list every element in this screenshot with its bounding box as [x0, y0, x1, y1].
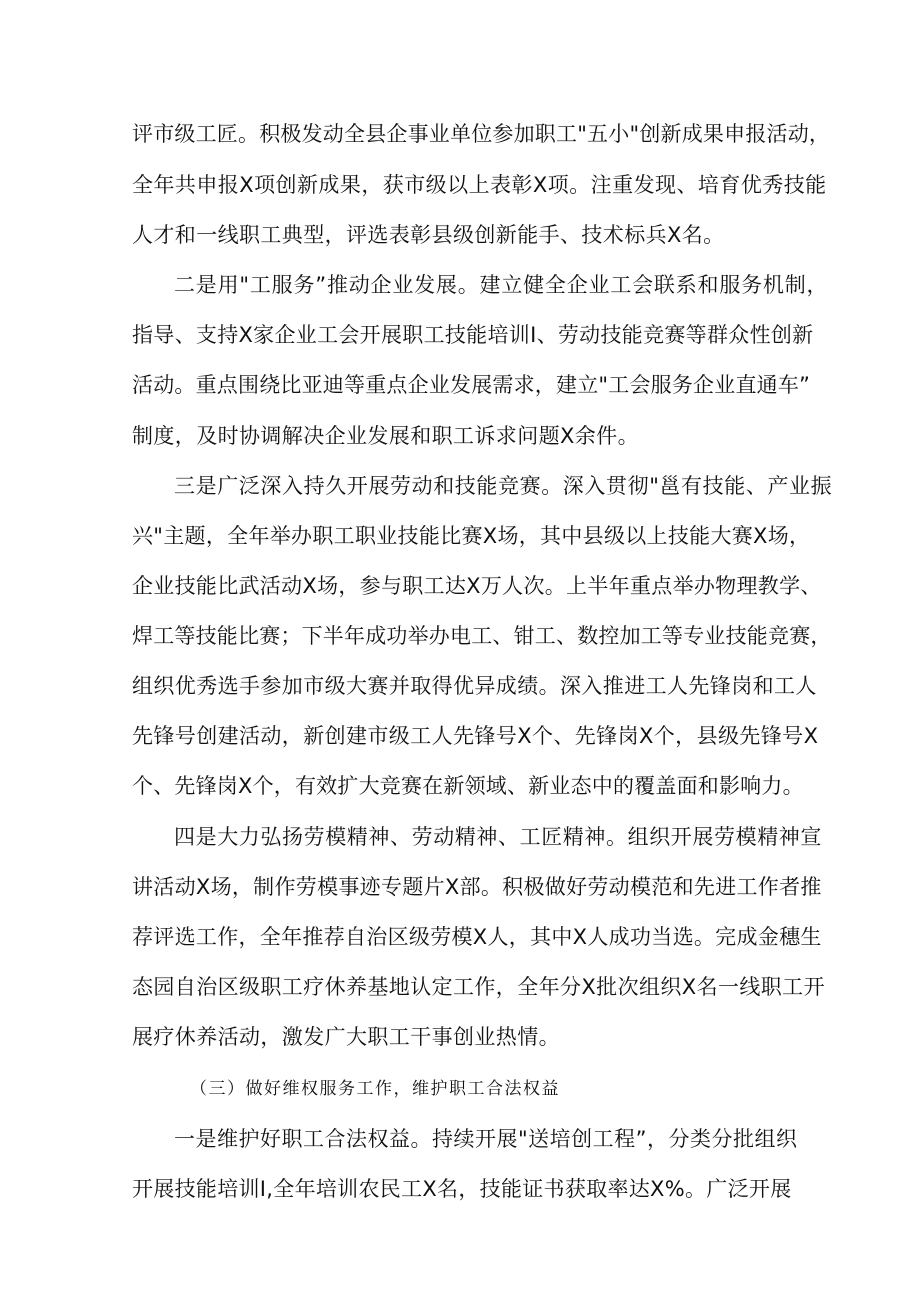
- paragraph-3-line-3: 企业技能比武活动X场，参与职工达X万人次。上半年重点举办物理教学、: [132, 574, 822, 598]
- paragraph-1-line-3: 人才和一线职工典型，评选表彰县级创新能手、技术标兵X名。: [132, 223, 725, 247]
- paragraph-2-line-3: 活动。重点围绕比亚迪等重点企业发展需求，建立"工会服务企业直通车”: [132, 373, 811, 397]
- paragraph-1-line-2: 全年共申报X项创新成果，获市级以上表彰X项。注重发现、培育优秀技能: [132, 173, 827, 197]
- paragraph-3-line-4: 焊工等技能比赛；下半年成功举办电工、钳工、数控加工等专业技能竞赛，: [132, 624, 832, 648]
- paragraph-1-line-1: 评市级工匠。积极发动全县企事业单位参加职工"五小"创新成果申报活动，: [132, 122, 831, 146]
- paragraph-2-line-1: 二是用"工服务”推动企业发展。建立健全企业工会联系和服务机制，: [174, 273, 829, 297]
- section-heading: （三）做好维权服务工作，维护职工合法权益: [190, 1079, 560, 1099]
- paragraph-3-line-2: 兴"主题，全年举办职工职业技能比赛X场，其中县级以上技能大赛X场，: [132, 524, 811, 548]
- paragraph-2-line-4: 制度，及时协调解决企业发展和职工诉求问题X余件。: [132, 424, 639, 448]
- paragraph-3-line-7: 个、先锋岗X个，有效扩大竞赛在新领域、新业态中的覆盖面和影响力。: [132, 774, 804, 798]
- paragraph-2-line-2: 指导、支持X家企业工会开展职工技能培训I、劳动技能竞赛等群众性创新: [132, 323, 814, 347]
- paragraph-4-line-5: 展疗休养活动，激发广大职工干事创业热情。: [132, 1025, 560, 1049]
- paragraph-3-line-5: 组织优秀选手参加市级大赛并取得优异成绩。深入推进工人先锋岗和工人: [132, 674, 817, 698]
- paragraph-4-line-4: 态园自治区级职工疗休养基地认定工作，全年分X批次组织X名一线职工开: [132, 975, 825, 999]
- paragraph-3-line-6: 先锋号创建活动，新创建市级工人先锋号X个、先锋岗X个，县级先锋号X: [132, 724, 819, 748]
- paragraph-3-line-1: 三是广泛深入持久开展劳动和技能竞赛。深入贯彻"邕有技能、产业振: [174, 474, 833, 498]
- paragraph-4-line-3: 荐评选工作，全年推荐自治区级劳模X人，其中X人成功当选。完成金穗生: [132, 925, 822, 949]
- final-paragraph-line-2: 开展技能培训I,全年培训农民工X名，技能证书获取率达X%。广泛开展: [132, 1177, 792, 1201]
- paragraph-4-line-1: 四是大力弘扬劳模精神、劳动精神、工匠精神。组织开展劳模精神宣: [174, 825, 822, 849]
- paragraph-4-line-2: 讲活动X场，制作劳模事迹专题片X部。积极做好劳动模范和先进工作者推: [132, 875, 822, 899]
- final-paragraph-line-1: 一是维护好职工合法权益。持续开展"送培创工程”，分类分批组织: [174, 1127, 798, 1151]
